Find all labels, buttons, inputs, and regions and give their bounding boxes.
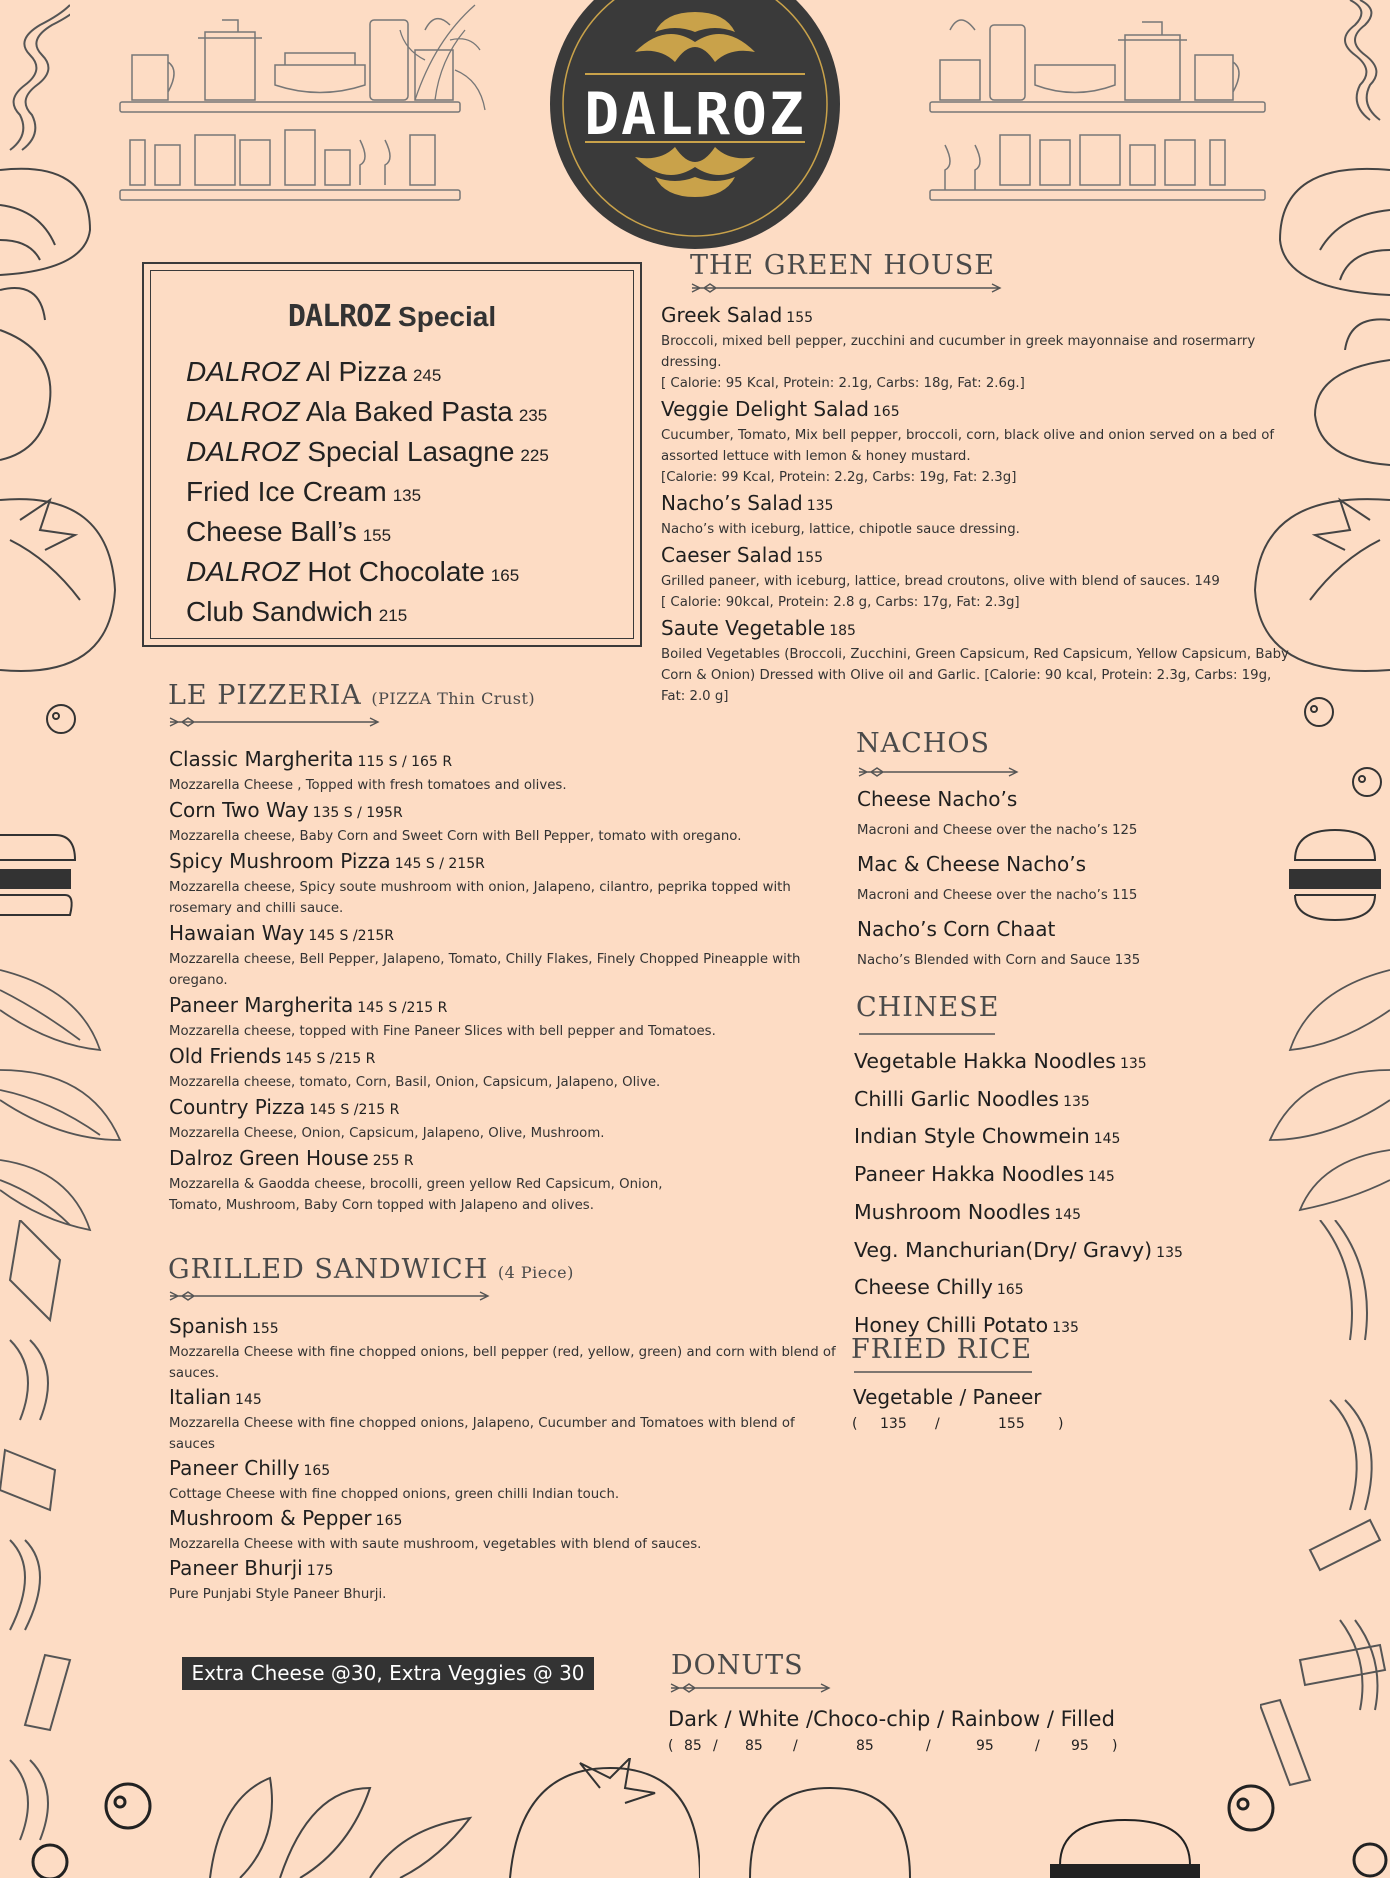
olive-icon bbox=[44, 702, 78, 736]
basil-leaf-icon bbox=[190, 1765, 490, 1878]
item-price: 155 bbox=[796, 550, 824, 566]
price-separator: / bbox=[793, 1738, 798, 1754]
item-name: Mushroom Noodles bbox=[854, 1199, 1051, 1224]
fried-rice-price-veg: 135 bbox=[880, 1416, 907, 1432]
special-list bbox=[186, 352, 549, 632]
item-description: Mozzarella Cheese with fine chopped onions, bell pepper (red, yellow, green) and corn with blend of sauces. bbox=[169, 1345, 836, 1381]
item-price: 165 bbox=[375, 1513, 403, 1529]
menu-item bbox=[857, 851, 1277, 906]
item-name: Paneer Margherita bbox=[169, 993, 354, 1017]
heading-text: LE PIZZERIA bbox=[168, 680, 362, 711]
menu-item bbox=[169, 1313, 839, 1384]
special-item-brand: DALROZ bbox=[186, 556, 300, 587]
menu-item bbox=[169, 1505, 839, 1555]
olive-icon bbox=[1350, 765, 1384, 799]
item-price: 145 S / 215R bbox=[394, 856, 485, 872]
penne-pasta-icon bbox=[1260, 1640, 1390, 1790]
item-name: Dalroz Green House bbox=[169, 1146, 369, 1170]
special-item bbox=[186, 552, 549, 592]
section-heading-green-house: THE GREEN HOUSE bbox=[690, 250, 996, 281]
heading-ornament bbox=[852, 1366, 1034, 1378]
item-price: 145 bbox=[1054, 1206, 1082, 1223]
menu-item bbox=[169, 848, 829, 919]
donut-price-rainbow: 95 bbox=[976, 1738, 994, 1754]
price-separator: / bbox=[1035, 1738, 1040, 1754]
heading-ornament bbox=[168, 716, 380, 728]
special-item-price: 135 bbox=[392, 486, 422, 505]
item-price: 165 bbox=[996, 1282, 1024, 1299]
item-description: Mozzarella Cheese , Topped with fresh tomatoes and olives. bbox=[169, 778, 567, 793]
item-description: Broccoli, mixed bell pepper, zucchini and cucumber in greek mayonnaise and rosermarry dressing. bbox=[661, 334, 1256, 370]
menu-item bbox=[169, 1145, 829, 1216]
menu-item bbox=[661, 302, 1296, 394]
special-item-price: 225 bbox=[520, 446, 549, 465]
special-item bbox=[186, 512, 549, 552]
menu-item bbox=[854, 1195, 1284, 1233]
section-heading-sandwich bbox=[168, 1254, 574, 1285]
nachos-list bbox=[857, 786, 1277, 981]
olive-icon bbox=[1350, 1840, 1390, 1878]
item-description: Mozzarella cheese, Bell Pepper, Jalapeno, Tomato, Chilly Flakes, Finely Chopped Pineapple with oregano. bbox=[169, 952, 801, 988]
heading-ornament bbox=[857, 766, 1019, 778]
price-separator: / bbox=[926, 1738, 931, 1754]
special-title-brand: DALROZ bbox=[287, 299, 391, 334]
item-price: 135 bbox=[1119, 1056, 1147, 1072]
special-title-rest: Special bbox=[398, 301, 497, 332]
item-nutrition: [ Calorie: 90kcal, Protein: 2.8 g, Carbs: 17g, Fat: 2.3g] bbox=[661, 595, 1020, 610]
mushroom-icon bbox=[740, 1780, 920, 1878]
menu-item bbox=[854, 1270, 1284, 1308]
kitchen-shelf-illustration-right bbox=[920, 10, 1280, 210]
item-price: 135 bbox=[1063, 1093, 1090, 1110]
menu-item bbox=[169, 1043, 829, 1093]
item-name: Saute Vegetable bbox=[661, 616, 826, 640]
item-price: 145 S /215R bbox=[308, 928, 395, 944]
special-item-price: 165 bbox=[490, 566, 520, 585]
price-bracket: ) bbox=[1058, 1416, 1064, 1432]
section-heading-donuts: DONUTS bbox=[671, 1650, 804, 1681]
item-price: 145 S /215 R bbox=[309, 1102, 400, 1118]
special-item-price: 155 bbox=[362, 526, 392, 545]
special-item bbox=[186, 352, 549, 392]
item-name: Mushroom & Pepper bbox=[169, 1506, 372, 1530]
item-price: 185 bbox=[829, 623, 856, 639]
price-bracket: ( bbox=[668, 1738, 674, 1754]
fried-rice-item: Vegetable / Paneer bbox=[853, 1385, 1042, 1409]
menu-item bbox=[169, 920, 829, 991]
menu-item bbox=[169, 1455, 839, 1505]
menu-item bbox=[169, 992, 829, 1042]
burger-icon bbox=[0, 825, 80, 925]
special-item-name: Club Sandwich bbox=[186, 596, 373, 627]
special-item-name: Special Lasagne bbox=[307, 436, 515, 467]
olive-icon bbox=[1225, 1782, 1277, 1834]
heading-ornament bbox=[669, 1682, 831, 1694]
herb-plant-illustration bbox=[395, 0, 495, 140]
menu-item bbox=[857, 916, 1277, 971]
item-description: Mozzarella cheese, topped with Fine Paneer Slices with bell pepper and Tomatoes. bbox=[169, 1024, 716, 1039]
item-name: Nacho’s Salad bbox=[661, 491, 803, 515]
brand-logo bbox=[545, 0, 845, 250]
item-price: 165 bbox=[303, 1463, 331, 1479]
menu-item bbox=[169, 1555, 839, 1605]
item-name: Spicy Mushroom Pizza bbox=[169, 849, 391, 873]
item-name: Vegetable Hakka Noodles bbox=[854, 1049, 1116, 1073]
item-name: Honey Chilli Potato bbox=[854, 1312, 1049, 1337]
special-item bbox=[186, 432, 549, 472]
section-heading-pizzeria bbox=[168, 680, 535, 711]
olive-icon bbox=[102, 1780, 154, 1832]
item-description: Nacho’s Blended with Corn and Sauce 135 bbox=[857, 953, 1141, 968]
special-item-brand: DALROZ bbox=[186, 436, 300, 467]
price-separator: / bbox=[713, 1738, 718, 1754]
heading-ornament bbox=[690, 282, 1002, 294]
item-description: Mozzarella Cheese with with saute mushroom, vegetables with blend of sauces. bbox=[169, 1537, 702, 1552]
special-item bbox=[186, 592, 549, 632]
tomato-icon bbox=[0, 480, 120, 680]
item-nutrition: [Calorie: 99 Kcal, Protein: 2.2g, Carbs: 19g, Fat: 2.3g] bbox=[661, 470, 1017, 485]
item-description: Pure Punjabi Style Paneer Bhurji. bbox=[169, 1587, 387, 1602]
item-price: 135 bbox=[1052, 1319, 1079, 1336]
menu-item bbox=[854, 1082, 1284, 1120]
tomato-icon bbox=[500, 1758, 700, 1878]
special-item bbox=[186, 392, 549, 432]
menu-item bbox=[661, 490, 1296, 540]
special-item-name: Hot Chocolate bbox=[307, 556, 485, 587]
menu-item bbox=[661, 396, 1296, 488]
mushroom-icon bbox=[0, 150, 100, 330]
item-name: Indian Style Chowmein bbox=[854, 1124, 1090, 1149]
item-name: Country Pizza bbox=[169, 1095, 306, 1119]
special-item-brand: DALROZ bbox=[186, 396, 300, 427]
special-item bbox=[186, 472, 549, 512]
item-description: Cottage Cheese with fine chopped onions, green chilli Indian touch. bbox=[169, 1487, 620, 1502]
donut-flavours: Dark / White /Choco-chip / Rainbow / Filled bbox=[668, 1707, 1115, 1731]
brand-name: DALROZ bbox=[584, 80, 806, 148]
menu-item bbox=[854, 1044, 1284, 1082]
heading-subtext: (PIZZA Thin Crust) bbox=[371, 689, 536, 708]
item-price: 145 S /215 R bbox=[357, 1000, 448, 1016]
donut-price-filled: 95 bbox=[1071, 1738, 1089, 1754]
menu-item bbox=[169, 797, 829, 847]
item-price: 155 bbox=[251, 1321, 279, 1337]
item-price: 135 bbox=[1156, 1244, 1183, 1261]
price-bracket: ) bbox=[1112, 1738, 1118, 1754]
item-name: Mac & Cheese Nacho’s bbox=[857, 852, 1087, 876]
menu-item bbox=[661, 542, 1296, 613]
item-description: Mozzarella cheese, Baby Corn and Sweet Corn with Bell Pepper, tomato with oregano. bbox=[169, 829, 742, 844]
item-description: Mozzarella & Gaodda cheese, brocolli, green yellow Red Capsicum, Onion, Tomato, Mushroom, Baby Corn topped with Jalapeno and olives. bbox=[169, 1177, 663, 1213]
item-price: 135 S / 195R bbox=[312, 805, 403, 821]
item-price: 165 bbox=[872, 404, 900, 420]
twisted-pasta-icon bbox=[0, 0, 70, 160]
donut-price-choco-chip: 85 bbox=[856, 1738, 874, 1754]
section-heading-nachos: NACHOS bbox=[856, 728, 990, 759]
chinese-list bbox=[854, 1044, 1284, 1346]
item-description: Mozzarella Cheese with fine chopped onions, Jalapeno, Cucumber and Tomatoes with blend of sauces bbox=[169, 1416, 795, 1452]
special-title bbox=[144, 299, 640, 334]
item-name: Paneer Chilly bbox=[169, 1456, 300, 1480]
item-price: 145 bbox=[1088, 1169, 1115, 1186]
special-item-price: 235 bbox=[518, 406, 548, 425]
extras-banner: Extra Cheese @30, Extra Veggies @ 30 bbox=[182, 1657, 594, 1690]
special-menu-box bbox=[142, 262, 642, 647]
item-name: Caeser Salad bbox=[661, 543, 793, 567]
item-description: Macroni and Cheese over the nacho’s 115 bbox=[857, 888, 1138, 903]
item-price: 115 S / 165 R bbox=[357, 754, 453, 770]
menu-item bbox=[169, 1384, 839, 1455]
olive-icon bbox=[1302, 695, 1336, 729]
item-description: Grilled paneer, with iceburg, lattice, bread croutons, olive with blend of sauces. 149 bbox=[661, 574, 1220, 589]
item-price: 175 bbox=[306, 1563, 334, 1579]
item-name: Paneer Bhurji bbox=[169, 1556, 303, 1580]
item-description: Nacho’s with iceburg, lattice, chipotle sauce dressing. bbox=[661, 522, 1020, 537]
item-name: Classic Margherita bbox=[169, 747, 354, 771]
item-price: 255 R bbox=[372, 1153, 414, 1169]
item-description: Macroni and Cheese over the nacho’s 125 bbox=[857, 823, 1138, 838]
item-name: Veggie Delight Salad bbox=[661, 397, 869, 421]
special-item-name: Al Pizza bbox=[305, 356, 407, 387]
item-price: 145 bbox=[1093, 1131, 1121, 1148]
mushroom-icon bbox=[0, 320, 60, 470]
special-item-name: Fried Ice Cream bbox=[186, 476, 387, 507]
green-house-list bbox=[661, 302, 1296, 709]
item-description: Mozzarella cheese, tomato, Corn, Basil, Onion, Capsicum, Jalapeno, Olive. bbox=[169, 1075, 661, 1090]
menu-item bbox=[169, 1094, 829, 1144]
item-description: Cucumber, Tomato, Mix bell pepper, broccoli, corn, black olive and onion served on a bed of assorted lettuce with lemon & honey mustard. bbox=[661, 428, 1275, 464]
sandwich-list bbox=[169, 1313, 839, 1605]
menu-item bbox=[854, 1119, 1284, 1157]
special-item-price: 215 bbox=[378, 606, 408, 625]
menu-item bbox=[857, 786, 1277, 841]
special-item-brand: DALROZ bbox=[186, 356, 300, 387]
special-item-price: 245 bbox=[412, 366, 442, 385]
donut-price-white: 85 bbox=[745, 1738, 763, 1754]
olive-icon bbox=[30, 1840, 70, 1878]
item-name: Cheese Nacho’s bbox=[857, 787, 1018, 811]
section-heading-chinese: CHINESE bbox=[856, 992, 1000, 1023]
donut-price-dark: 85 bbox=[684, 1738, 702, 1754]
heading-ornament bbox=[857, 1028, 997, 1040]
item-description: Boiled Vegetables (Broccoli, Zucchini, Green Capsicum, Red Capsicum, Yellow Capsicum, Baby Corn & Onion) Dressed with Olive oil and Garlic. [Calorie: 90 kcal, Protein: 2.3g, Carbs: 19g, Fat: 2.0 g] bbox=[661, 647, 1289, 704]
item-name: Italian bbox=[169, 1385, 232, 1409]
special-item-name: Ala Baked Pasta bbox=[305, 396, 513, 427]
burger-icon bbox=[1285, 825, 1385, 925]
section-heading-fried-rice: FRIED RICE bbox=[851, 1334, 1033, 1365]
item-price: 145 S /215 R bbox=[285, 1051, 376, 1067]
item-name: Cheese Chilly bbox=[854, 1275, 993, 1300]
item-name: Paneer Hakka Noodles bbox=[854, 1162, 1085, 1187]
item-description: Mozzarella cheese, Spicy soute mushroom with onion, Jalapeno, cilantro, peprika topped with rosemary and chilli sauce. bbox=[169, 880, 791, 916]
item-price: 155 bbox=[786, 310, 814, 326]
fried-rice-price-paneer: 155 bbox=[998, 1416, 1025, 1432]
item-name: Veg. Manchurian(Dry/ Gravy) bbox=[854, 1237, 1153, 1262]
item-nutrition: [ Calorie: 95 Kcal, Protein: 2.1g, Carbs: 18g, Fat: 2.6g.] bbox=[661, 376, 1025, 391]
item-description: Mozzarella Cheese, Onion, Capsicum, Jalapeno, Olive, Mushroom. bbox=[169, 1126, 605, 1141]
parsley-leaf-icon bbox=[0, 950, 140, 1250]
twisted-pasta-icon bbox=[1320, 0, 1390, 130]
item-name: Old Friends bbox=[169, 1044, 282, 1068]
burger-icon bbox=[1050, 1815, 1200, 1878]
price-separator: / bbox=[935, 1416, 940, 1432]
pizzeria-list bbox=[169, 746, 829, 1217]
item-name: Chilli Garlic Noodles bbox=[854, 1086, 1060, 1111]
item-name: Hawaian Way bbox=[169, 921, 305, 945]
menu-item bbox=[854, 1233, 1284, 1271]
heading-ornament bbox=[168, 1290, 490, 1302]
mushroom-icon bbox=[1310, 350, 1390, 470]
item-name: Spanish bbox=[169, 1314, 248, 1338]
item-name: Greek Salad bbox=[661, 303, 783, 327]
item-price: 135 bbox=[806, 498, 834, 514]
penne-pasta-icon bbox=[0, 1220, 80, 1860]
item-name: Corn Two Way bbox=[169, 798, 309, 822]
menu-item bbox=[661, 615, 1296, 707]
menu-item bbox=[854, 1157, 1284, 1195]
menu-item bbox=[169, 746, 829, 796]
item-price: 145 bbox=[235, 1392, 262, 1408]
price-bracket: ( bbox=[852, 1416, 858, 1432]
special-item-name: Cheese Ball’s bbox=[186, 516, 357, 547]
heading-subtext: (4 Piece) bbox=[497, 1263, 574, 1282]
item-name: Nacho’s Corn Chaat bbox=[857, 917, 1056, 941]
heading-text: GRILLED SANDWICH bbox=[168, 1254, 489, 1285]
